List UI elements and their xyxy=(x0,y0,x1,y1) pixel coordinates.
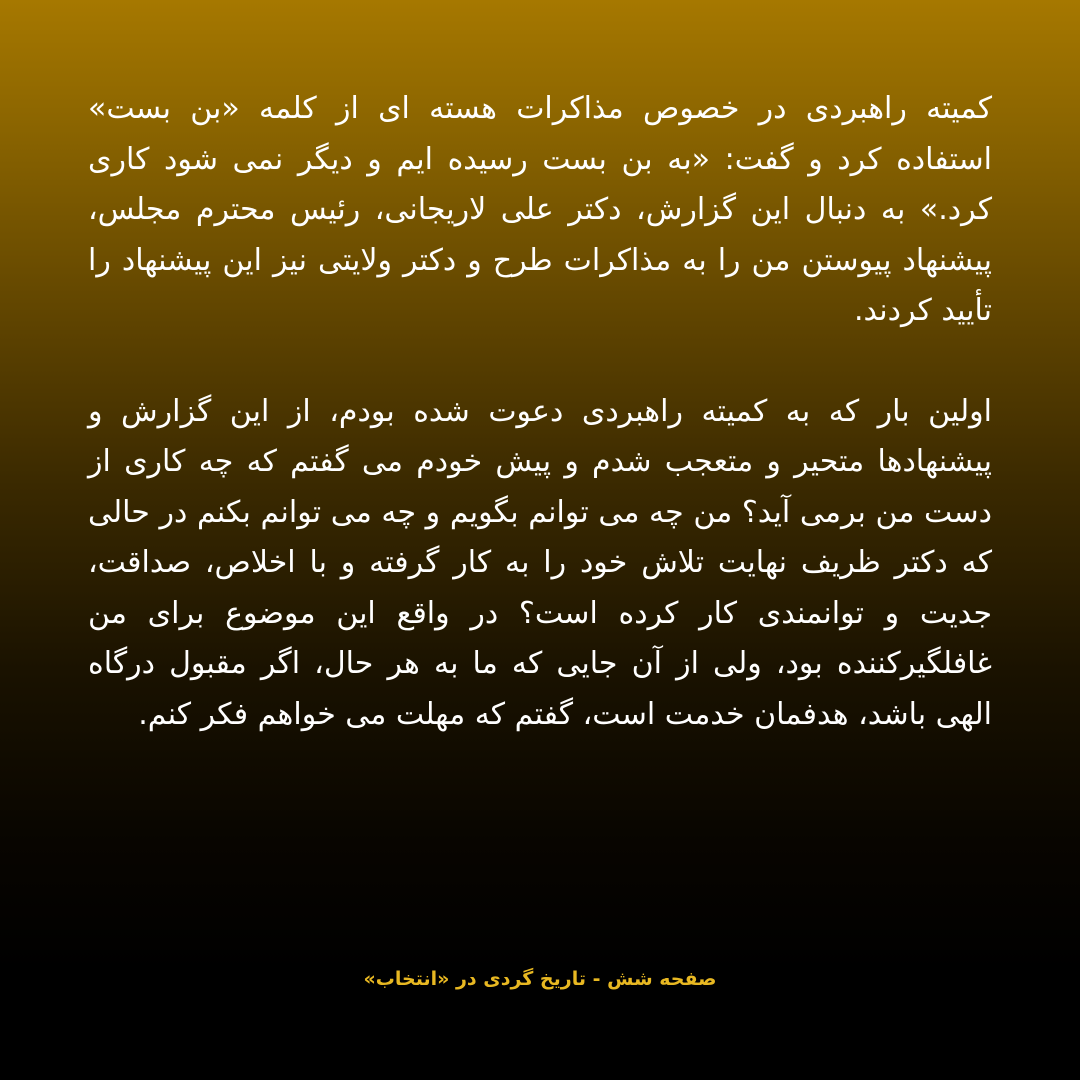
article-body xyxy=(88,84,992,740)
paragraph-2: اولین بار که به کمیته راهبردی دعوت شده بودم، از این گزارش و پیشنهادها متحیر و متعجب شدم و پیش خودم می گفتم که چه کاری از دست من برمی آید؟ من چه می توانم بگویم و چه می توانم بکنم در حالی که دکتر ظریف نهایت تلاش خود را به کار گرفته و با اخلاص، صداقت، جدیت و توانمندی کار کرده است؟ در واقع این موضوع برای من غافلگیرکننده بود، ولی از آن جایی که ما به هر حال، اگر مقبول درگاه الهی باشد، هدفمان خدمت است، گفتم که مهلت می خواهم فکر کنم. xyxy=(88,393,992,732)
paragraph-1: کمیته راهبردی در خصوص مذاکرات هسته ای از کلمه «بن بست» استفاده کرد و گفت: «به بن بست رسیده ایم و دیگر نمی شود کاری کرد.» به دنبال این گزارش، دکتر علی لاریجانی، رئیس محترم مجلس، پیشنهاد پیوستن من را به مذاکرات طرح و دکتر ولایتی نیز این پیشنهاد را تأیید کردند. xyxy=(88,91,992,328)
page-caption: صفحه شش - تاریخ گردی در «انتخاب» xyxy=(363,968,717,990)
